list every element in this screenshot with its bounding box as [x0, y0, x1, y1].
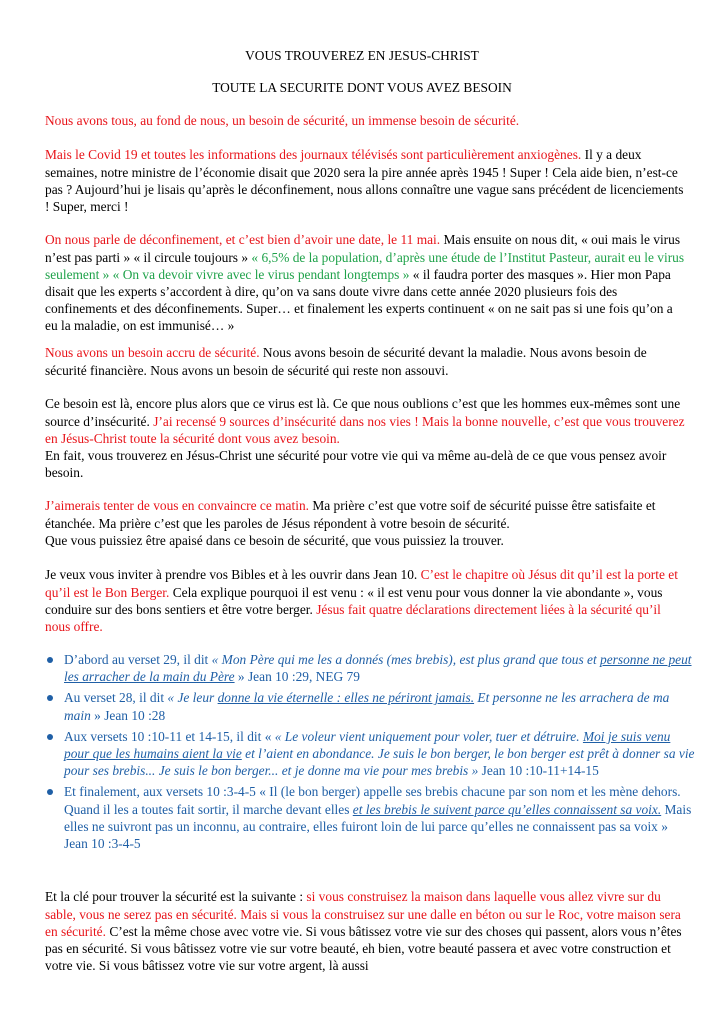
covid-text: Il y a deux semaines, notre ministre de l’économie disait que 2020 sera la pire année après 1945 ! Super ! Cela aide bien, n’est-ce pas ? Aujourd’hui je lisais qu’après le déconfinement, nous allons connaître une vague sans précédent de licenciements ! Super, merci ! [45, 147, 684, 214]
declaration-4-underlined: et les brebis le suivent parce qu’elles connaissent sa voix. [352, 801, 662, 817]
jean10-text-a: Je veux vous inviter à prendre vos Bibles et à les ouvrir dans Jean 10. [45, 567, 421, 583]
deconfinement-highlight: On nous parle de déconfinement, et c’est bien d’avoir une date, le 11 mai. [45, 232, 441, 248]
deconfinement-text-a: Mais ensuite on nous dit, « oui mais le virus n’est pas parti » « il circule toujours » [45, 232, 681, 265]
bullet-dot-icon [47, 657, 53, 663]
declarations-list [45, 651, 695, 856]
paragraph-jean10 [45, 566, 685, 635]
declaration-3-quote-a: « Le voleur vient uniquement pour voler, tuer et détruire. [274, 728, 583, 744]
jean10-highlight-2: Jésus fait quatre déclarations directement liées à la sécurité qu’il nous offre. [45, 601, 661, 634]
declaration-1-intro: D’abord au verset 29, il dit [64, 652, 212, 667]
paragraph-intro-text: Nous avons tous, au fond de nous, un besoin de sécurité, un immense besoin de sécurité. [45, 113, 520, 129]
declaration-1-underlined: personne ne peut les arracher de la main du Père [64, 652, 692, 685]
declaration-2-underlined: donne la vie éternelle : elles ne périront jamais. [217, 690, 475, 706]
declaration-1-reference: » Jean 10 :29, NEG 79 [234, 669, 360, 685]
bullet-dot-icon [47, 695, 53, 701]
document-subtitle: TOUTE LA SECURITE DONT VOUS AVEZ BESOIN [212, 80, 512, 95]
jean10-text-b: Cela explique pourquoi il est venu : « il est venu pour vous donner la vie abondante », vous conduire sur des bons sentiers et être votre berger. [45, 584, 663, 617]
bullet-dot-icon [47, 789, 53, 795]
paragraph-cle [45, 888, 685, 974]
paragraph-priere [45, 497, 685, 549]
priere-highlight: J’aimerais tenter de vous en convaincre ce matin. [45, 498, 309, 514]
declaration-3-underlined: Moi je suis venu pour que les humains aient la vie [64, 728, 671, 762]
declaration-1-quote: « Mon Père qui me les a donnés (mes brebis), est plus grand que tous et [211, 652, 601, 667]
bullet-dot-icon [47, 734, 53, 740]
declaration-3-intro: Aux versets 10 :10-11 et 14-15, il dit « [64, 728, 275, 744]
insecurite-text-b: En fait, vous trouverez en Jésus-Christ une sécurité pour votre vie qui va même au-delà de ce que vous pensez avoir besoin. [45, 448, 667, 481]
list-item [45, 783, 695, 852]
list-item [45, 728, 695, 780]
besoin-text: Nous avons besoin de sécurité devant la maladie. Nous avons besoin de sécurité financière. Nous avons un besoin de sécurité qui reste non assouvi. [45, 345, 647, 378]
besoin-highlight: Nous avons un besoin accru de sécurité. [45, 345, 260, 361]
declaration-4-reference: Mais elles ne suivront pas un inconnu, au contraire, elles fuiront loin de lui parce qu’elles ne connaissent pas sa voix » Jean 10 :3-4-5 [64, 801, 692, 852]
paragraph-insecurite [45, 395, 685, 481]
list-item [45, 689, 695, 723]
paragraph-besoin [45, 344, 685, 378]
covid-highlight: Mais le Covid 19 et toutes les informations des journaux télévisés sont particulièrement anxiogènes. [45, 147, 582, 163]
paragraph-intro [45, 112, 685, 129]
declaration-2-intro: Au verset 28, il dit [64, 690, 168, 706]
paragraph-deconfinement [45, 231, 685, 334]
declaration-4-intro: Et finalement, aux versets 10 :3-4-5 « Il (le bon berger) appelle ses brebis chacune par son nom et les mène dehors. Quand il les a toutes fait sortir, il marche devant elles [64, 784, 681, 817]
insecurite-text-a: Ce besoin est là, encore plus alors que ce virus est là. Ce que nous oublions c’est que les hommes eux-mêmes sont une source d’insécurité. [45, 396, 681, 429]
declaration-2-reference: » Jean 10 :28 [90, 707, 166, 723]
declaration-2-quote-a: « Je leur [167, 690, 218, 706]
jean10-highlight-1: C’est le chapitre où Jésus dit qu’il est la porte et qu’il est le Bon Berger. [45, 567, 678, 600]
cle-highlight: si vous construisez la maison dans laquelle vous allez vivre sur du sable, vous ne serez pas en sécurité. Mais si vous la construisez sur une dalle en béton ou sur le Roc, votre maison sera en sécurité. [45, 889, 681, 939]
cle-text-a: Et la clé pour trouver la sécurité est la suivante : [45, 889, 307, 905]
declaration-3-quote-b: et l’aient en abondance. Je suis le bon berger, le bon berger est prêt à donner sa vie pour ses brebis... Je suis le bon berger... et je donne ma vie pour mes brebis » [64, 746, 695, 779]
cle-text-b: C’est la même chose avec votre vie. Si vous bâtissez votre vie sur des choses qui passent, alors vous n’êtes pas en sécurité. Si vous bâtissez votre vie sur votre beauté, eh bien, votre beauté passera et avec votre construction et votre vie. Si vous bâtissez votre vie sur votre argent, là aussi [45, 923, 682, 974]
priere-text-a: Ma prière c’est que votre soif de sécurité puisse être satisfaite et étanchée. Ma prière c’est que les paroles de Jésus répondent à votre besoin de sécurité. [45, 498, 656, 531]
paragraph-covid [45, 146, 685, 215]
document-title: VOUS TROUVEREZ EN JESUS-CHRIST [245, 48, 479, 63]
deconfinement-quote: « 6,5% de la population, d’après une étude de l’Institut Pasteur, aurait eu le virus seulement » « On va devoir vivre avec le virus pendant longtemps » [45, 249, 685, 282]
list-item [45, 651, 695, 685]
insecurite-highlight: J’ai recensé 9 sources d’insécurité dans nos vies ! Mais la bonne nouvelle, c’est que vous trouverez en Jésus-Christ toute la sécurité dont vous avez besoin. [45, 413, 685, 446]
declaration-2-quote-b: Et personne ne les arrachera de ma main [64, 690, 670, 723]
priere-text-b: Que vous puissiez être apaisé dans ce besoin de sécurité, que vous puissiez la trouver. [45, 532, 504, 548]
deconfinement-text-b: « il faudra porter des masques ». Hier mon Papa disait que les experts s’accordent à dire, qu’on va sans doute vivre dans cette année 2020 plusieurs fois des confinements et des déconfinements. Super… et finalement les experts continuent « on ne sait pas si une fois qu’on a eu la maladie, on est immunisé… » [45, 266, 673, 334]
declaration-3-reference: Jean 10 :10-11+14-15 [478, 763, 599, 779]
